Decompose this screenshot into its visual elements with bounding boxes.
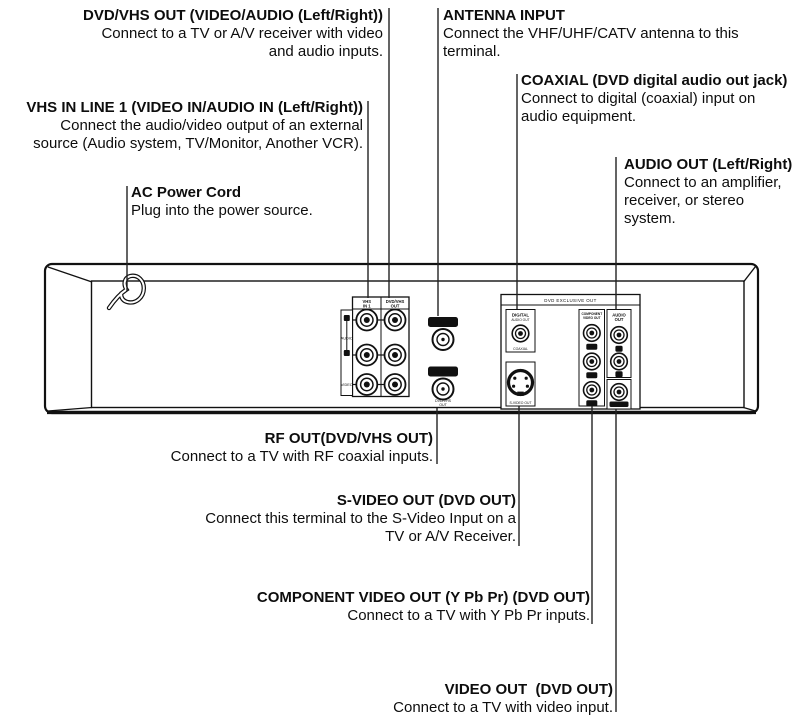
jack-rf-out bbox=[433, 379, 454, 400]
y-label: Y bbox=[590, 401, 594, 406]
callout-title: ANTENNA INPUT bbox=[443, 7, 565, 24]
jack-dvdvhs-out-video bbox=[385, 374, 406, 395]
callout-title: DVD/VHS OUT (VIDEO/AUDIO (Left/Right)) bbox=[83, 7, 383, 24]
jack-vhs-in-video bbox=[356, 374, 377, 395]
exclusive-header: DVD EXCLUSIVE OUT bbox=[544, 298, 597, 304]
jack-component-pb bbox=[584, 325, 601, 342]
callout-antenna-input bbox=[443, 7, 739, 61]
rf-out-label: RF.OUT bbox=[434, 370, 452, 376]
ant-in-label: ANT.IN bbox=[435, 321, 451, 326]
dvdvhs-out-header: DVD/VHS bbox=[385, 299, 405, 304]
callout-line: audio equipment. bbox=[521, 108, 637, 125]
jack-s-video-out bbox=[509, 371, 533, 396]
digital-label: DIGITAL bbox=[511, 312, 530, 318]
callout-line: Connect to a TV or A/V receiver with video bbox=[101, 25, 383, 42]
dvd-exclusive-block bbox=[501, 295, 640, 410]
callout-video-out bbox=[393, 681, 613, 717]
callout-line: Connect to a TV with video input. bbox=[393, 699, 613, 716]
callout-title: COAXIAL (DVD digital audio out jack) bbox=[521, 72, 788, 89]
callout-title: AUDIO OUT (Left/Right) bbox=[624, 156, 793, 173]
pb-label: Pb bbox=[589, 344, 595, 350]
s-video-label: S-VIDEO OUT bbox=[509, 401, 532, 405]
callout-line: and audio inputs. bbox=[268, 43, 383, 60]
jack-antenna-in bbox=[433, 329, 454, 350]
callout-dvd-vhs-out bbox=[83, 7, 383, 61]
video-label: VIDEO bbox=[340, 383, 353, 387]
audio-l-letter: L bbox=[345, 350, 349, 356]
digital-sub-label: AUDIO OUT bbox=[511, 317, 530, 322]
callout-line: source (Audio system, TV/Monitor, Another VCR). bbox=[33, 135, 363, 152]
jack-vhs-in-audio-l bbox=[356, 345, 377, 366]
callout-vhs-in-line1 bbox=[26, 99, 363, 153]
callout-line: Connect to a TV with RF coaxial inputs. bbox=[170, 448, 433, 465]
callout-line: Connect the VHF/UHF/CATV antenna to this bbox=[443, 25, 739, 42]
jack-audio-out-l bbox=[611, 353, 628, 370]
callout-title: COMPONENT VIDEO OUT (Y Pb Pr) (DVD OUT) bbox=[256, 589, 590, 606]
jack-audio-out-r bbox=[611, 327, 628, 344]
callout-line: Connect the audio/video output of an external bbox=[60, 117, 363, 134]
callout-line: Plug into the power source. bbox=[131, 202, 313, 219]
callout-component-video-out bbox=[257, 589, 590, 625]
vhs-in-header2: IN 1 bbox=[362, 303, 371, 309]
r-label: R bbox=[617, 346, 621, 352]
callout-line: Connect to an amplifier, bbox=[624, 174, 782, 191]
rf-out-sub2: OUT bbox=[439, 403, 447, 408]
callout-s-video-out bbox=[205, 492, 516, 546]
callout-title: S-VIDEO OUT (DVD OUT) bbox=[336, 492, 516, 509]
component-label: COMPONENT bbox=[581, 312, 603, 316]
callout-line: system. bbox=[624, 210, 676, 227]
callout-title: VIDEO OUT (DVD OUT) bbox=[444, 681, 613, 698]
audio-out-label: AUDIO bbox=[612, 312, 626, 318]
l-label: L bbox=[617, 372, 621, 377]
dvdvhs-out-header2: OUT bbox=[390, 303, 400, 309]
callout-line: terminal. bbox=[443, 43, 501, 60]
callout-title: RF OUT(DVD/VHS OUT) bbox=[264, 430, 433, 447]
coaxial-label: COAXIAL bbox=[513, 347, 528, 351]
audio-label: AUDIO bbox=[340, 336, 353, 341]
pr-label: Pr bbox=[589, 373, 594, 378]
callout-line: Connect to digital (coaxial) input on bbox=[521, 90, 756, 107]
vhs-in-header: VHS bbox=[362, 299, 372, 304]
callout-line: Connect this terminal to the S-Video Input on a bbox=[205, 510, 516, 527]
audio-r-letter: R bbox=[345, 315, 349, 321]
jack-component-pr bbox=[584, 353, 601, 370]
callout-audio-out bbox=[624, 156, 792, 228]
jack-coaxial-digital-out bbox=[512, 325, 529, 342]
callout-title: VHS IN LINE 1 (VIDEO IN/AUDIO IN (Left/Right)) bbox=[26, 99, 363, 116]
rf-out-sub1: DVD/VHS bbox=[435, 399, 451, 403]
callout-title: AC Power Cord bbox=[131, 184, 242, 201]
vhs-io-block bbox=[341, 297, 409, 397]
callout-coaxial bbox=[521, 72, 787, 126]
component-sub-label: VIDEO OUT bbox=[583, 316, 601, 320]
jack-vhs-in-audio-r bbox=[356, 310, 377, 331]
jack-dvdvhs-out-audio-r bbox=[385, 310, 406, 331]
video-out-label: VIDEO OUT bbox=[610, 402, 628, 407]
callout-line: TV or A/V Receiver. bbox=[385, 528, 516, 545]
audio-out-sub-label: OUT bbox=[614, 317, 624, 323]
callout-line: receiver, or stereo bbox=[624, 192, 745, 209]
jack-component-y bbox=[584, 382, 601, 399]
jack-video-out bbox=[611, 384, 628, 401]
callout-rf-out bbox=[171, 430, 433, 466]
callout-line: Connect to a TV with Y Pb Pr inputs. bbox=[347, 607, 590, 624]
callout-ac-power-cord bbox=[131, 184, 313, 220]
jack-dvdvhs-out-audio-l bbox=[385, 345, 406, 366]
